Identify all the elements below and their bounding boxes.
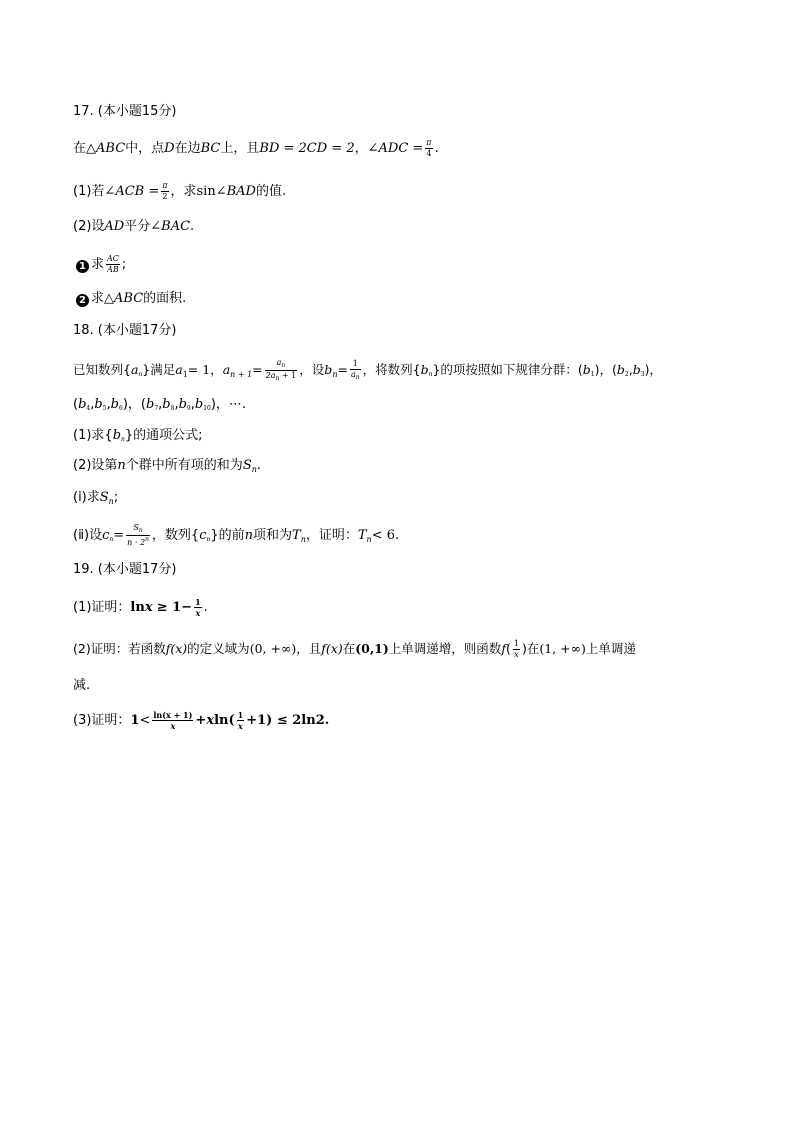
text-problems-p19-q3-gden: x bbox=[238, 721, 243, 731]
text-problems-p18-stem-fden_sub: n bbox=[275, 375, 280, 382]
text-problems-p19-q2-int1: (0,1) bbox=[355, 641, 389, 656]
text-problems-p18-stem2-t1: )，( bbox=[122, 397, 146, 412]
text-problems-p18-stem-b1_sub: 1 bbox=[590, 371, 595, 378]
text-problems-p19-q3-ln: ln( bbox=[214, 713, 235, 728]
text-problems-p18-stem-f2num: 1 bbox=[350, 360, 361, 370]
problem-19-header bbox=[73, 561, 177, 579]
text-problems-p18-stem2-s5: 5 bbox=[102, 405, 107, 412]
text-problems-p17-q2-t1: 平分 bbox=[124, 219, 151, 234]
text-problems-p18-stem2-s4: 4 bbox=[86, 405, 91, 412]
text-problems-p18-q2ii-n: n bbox=[244, 528, 253, 543]
circled-number-1: 1 bbox=[76, 260, 89, 273]
text-problems-p18-q1-b: b bbox=[112, 428, 122, 443]
text-problems-p18-stem-t2: }满足 bbox=[142, 362, 176, 377]
text-problems-p17-q2b-end: . bbox=[182, 291, 187, 306]
text-problems-p19-q3-fden: x bbox=[170, 721, 176, 731]
problem-17-part-1 bbox=[73, 182, 286, 201]
text-problems-p17-stem-t2: 中，点 bbox=[125, 141, 165, 156]
problem-18-part-2-ii bbox=[73, 524, 399, 549]
text-problems-p17-q2b-t1: 求 bbox=[91, 291, 105, 306]
text-problems-p18-stem2-s7: 7 bbox=[154, 405, 159, 412]
text-problems-p18-q2ii-t5sub: n bbox=[366, 535, 372, 544]
text-problems-p19-q2-t2: ，且 bbox=[296, 641, 322, 656]
text-problems-p18-q2ii-t4: ，证明： bbox=[305, 528, 358, 543]
text-problems-p17-q2-label: (2)设 bbox=[73, 219, 105, 234]
text-problems-p18-q2ii-t: T bbox=[292, 528, 301, 543]
text-problems-p19-q3-x: x bbox=[206, 713, 215, 728]
problem-19-part-1 bbox=[73, 598, 208, 617]
text-problems-p18-q2ii-c2: c bbox=[199, 528, 207, 543]
text-problems-p19-q1-x: x bbox=[144, 600, 153, 615]
fraction-ln-x-plus-1-over-x bbox=[152, 711, 193, 730]
text-problems-p19-q2-x2: (x) bbox=[325, 641, 343, 656]
problem-17-part-2-sub-2 bbox=[76, 290, 186, 308]
text-problems-p17-header: 17. (本小题15分) bbox=[73, 104, 177, 119]
text-problems-p18-stem-a1: a bbox=[175, 362, 183, 377]
text-problems-p18-q2i-label: (ⅰ)求 bbox=[73, 490, 100, 505]
text-problems-p18-stem2-b8: b bbox=[162, 397, 171, 412]
text-problems-p18-q2ii-fnum_sub: n bbox=[138, 527, 143, 534]
text-problems-p18-stem2-b9: b bbox=[178, 397, 187, 412]
text-problems-p19-q3-fnum: ln(x + 1) bbox=[153, 710, 193, 720]
text-problems-p17-stem-bc: BC bbox=[200, 141, 221, 156]
text-problems-p19-q2-f: f bbox=[165, 641, 171, 656]
problem-17-stem bbox=[73, 139, 439, 158]
text-problems-p17-stem-eq: BD = 2CD = 2 bbox=[259, 141, 355, 156]
text-problems-p18-q2-s: S bbox=[242, 458, 252, 473]
text-problems-p19-q3-tail: +1) ≤ 2ln2. bbox=[246, 713, 330, 728]
text-problems-p18-stem-one_sub: 1 bbox=[182, 370, 188, 379]
text-problems-p17-stem-d: D bbox=[164, 141, 175, 156]
text-problems-p18-stem-b2_sub: 2 bbox=[624, 371, 629, 378]
text-problems-p17-q1-end: . bbox=[282, 184, 287, 199]
fraction-recurrence bbox=[265, 359, 298, 382]
fraction-numerator bbox=[126, 524, 150, 536]
text-problems-p17-stem-t3: 在边 bbox=[174, 141, 201, 156]
text-problems-p17-stem-tri: △ bbox=[86, 141, 97, 156]
text-problems-p18-stem2-o: ( bbox=[73, 397, 79, 412]
text-problems-p18-stem-fden_tail: + 1 bbox=[279, 371, 297, 380]
text-problems-p18-q2ii-eq: = bbox=[113, 528, 125, 543]
text-problems-p19-q3-one: 1 bbox=[130, 713, 140, 728]
problem-18-stem bbox=[73, 359, 662, 384]
text-problems-p18-stem2-b7: b bbox=[145, 397, 155, 412]
problem-18-part-1 bbox=[73, 427, 203, 449]
text-problems-p18-stem-t4: ，将数列{ bbox=[362, 362, 421, 377]
text-problems-p18-stem-an1: a bbox=[222, 362, 231, 377]
text-problems-p18-q2ii-csub: n bbox=[109, 536, 114, 543]
text-problems-p17-q2b-abc: ABC bbox=[114, 291, 144, 306]
text-problems-p18-stem2-c: , bbox=[90, 397, 95, 412]
text-problems-p17-q1-fden: 2 bbox=[162, 192, 168, 201]
text-problems-p18-q2ii-fden_sup: n bbox=[145, 536, 149, 543]
text-problems-p17-stem-end: . bbox=[434, 141, 439, 156]
text-problems-p17-q1-t1: ，求 bbox=[170, 184, 197, 199]
text-problems-p18-stem-f2den_a: a bbox=[350, 370, 356, 379]
text-problems-p19-q2-int2: (1, +∞) bbox=[539, 641, 586, 656]
text-problems-p18-q2ii-label: (ⅱ)设 bbox=[73, 528, 103, 543]
text-problems-p18-stem2-s6: 6 bbox=[119, 405, 123, 412]
text-problems-p18-stem-t3: ，设 bbox=[299, 362, 325, 377]
text-problems-p17-stem-fnum: π bbox=[426, 138, 432, 147]
text-problems-p17-q1-bad: ∠BAD bbox=[215, 184, 256, 199]
text-problems-p18-stem-b_sub: n bbox=[428, 371, 433, 378]
text-problems-p17-q1-fnum: π bbox=[162, 181, 168, 190]
text-problems-p18-stem-fden_a: 2a bbox=[265, 371, 276, 380]
text-problems-p17-stem-abc: ABC bbox=[96, 141, 126, 156]
problem-19-part-2: (2)证明：若函数f(x)的定义域为(0, +∞)，且f(x)在(0,1)上单调递增，则函数f( $\frac{1}{x}$ )在(1, +∞)上单调递 bbox=[73, 639, 636, 659]
text-problems-p19-q2-f3: f bbox=[501, 641, 506, 656]
problem-17-part-2 bbox=[73, 218, 194, 236]
text-problems-p18-stem2-b4: b bbox=[78, 397, 87, 412]
text-problems-p18-stem2-b10: b bbox=[194, 397, 204, 412]
text-problems-p17-stem-t1: 在 bbox=[73, 141, 87, 156]
text-problems-p19-q1-ge: ≥ 1− bbox=[156, 600, 193, 615]
fraction-denominator bbox=[126, 536, 150, 547]
text-problems-p18-stem-fnum_sub: n bbox=[281, 362, 286, 369]
text-problems-p18-stem-fnum_a: a bbox=[276, 358, 282, 367]
text-problems-p19-q1-fnum: 1 bbox=[195, 597, 201, 607]
text-problems-p18-stem2-t2: )，⋯. bbox=[210, 397, 247, 412]
problem-18-part-2-i bbox=[73, 489, 118, 511]
text-problems-p18-stem-b1: b bbox=[582, 362, 591, 377]
text-problems-p17-q2a-fnum: AC bbox=[107, 254, 119, 263]
text-problems-p18-stem-b3: b bbox=[632, 362, 641, 377]
text-problems-p17-stem-t4: 上，且 bbox=[220, 141, 260, 156]
text-problems-p18-q1-label: (1)求{ bbox=[73, 428, 113, 443]
text-problems-p18-stem2-c: , bbox=[106, 397, 111, 412]
text-problems-p18-q2ii-c: c bbox=[102, 528, 110, 543]
text-problems-p19-q2-dom: (0, +∞) bbox=[249, 641, 297, 656]
problem-19-part-2-continued bbox=[73, 677, 90, 695]
text-problems-p18-q2-label: (2)设第 bbox=[73, 458, 118, 473]
text-problems-p19-q1-fden: x bbox=[195, 608, 201, 618]
text-problems-p17-q1-sin: sin bbox=[196, 184, 216, 199]
text-problems-p18-q2ii-c2sub: n bbox=[206, 536, 211, 543]
text-problems-p17-q1-t2: 的值 bbox=[255, 184, 282, 199]
text-problems-p18-q1-t1: }的通项公式; bbox=[124, 428, 203, 443]
circled-number-2: 2 bbox=[76, 294, 89, 307]
problem-18-header bbox=[73, 322, 177, 340]
text-problems-p18-stem2-b5: b bbox=[94, 397, 103, 412]
text-problems-p18-stem2-c: , bbox=[174, 397, 179, 412]
text-problems-p18-q2ii-end: . bbox=[394, 528, 400, 543]
text-problems-p18-stem2-s9: 9 bbox=[186, 405, 191, 412]
text-problems-p18-q1-sub: n bbox=[121, 436, 125, 443]
text-problems-p17-q1-label: (1)若 bbox=[73, 184, 105, 199]
fraction-sn-over-n-2n bbox=[126, 524, 150, 547]
text-problems-p17-q2a-t1: 求 bbox=[91, 257, 105, 272]
text-problems-p18-stem2-c: , bbox=[190, 397, 195, 412]
text-problems-p18-stem-c1: , bbox=[628, 362, 633, 377]
fraction-one-over-x bbox=[194, 598, 202, 617]
fraction-one-over-x-arg bbox=[513, 640, 520, 659]
text-problems-p19-q2-fnum: 1 bbox=[513, 639, 519, 648]
text-problems-p18-q2i-s: S bbox=[99, 490, 109, 505]
text-problems-p19-q3-gnum: 1 bbox=[237, 710, 244, 720]
text-problems-p18-stem2-c: , bbox=[158, 397, 163, 412]
text-problems-p18-q2-end: . bbox=[256, 458, 262, 473]
text-problems-p18-stem-bn: b bbox=[324, 362, 333, 377]
text-problems-p19-q2-t1: 的定义域为 bbox=[187, 641, 250, 656]
text-problems-p17-q2a-fden: AB bbox=[107, 265, 119, 274]
text-problems-p18-stem-n1_sub: n + 1 bbox=[230, 370, 253, 379]
text-problems-p18-stem-bn_sub: n bbox=[332, 370, 338, 379]
text-problems-p18-stem-b: b bbox=[420, 362, 429, 377]
problem-17-header bbox=[73, 103, 177, 121]
text-problems-p17-q2-end: . bbox=[190, 219, 195, 234]
text-problems-p19-q2-f2: f bbox=[321, 641, 326, 656]
text-problems-p18-q2ii-tsub: n bbox=[300, 535, 306, 544]
text-problems-p18-stem-t1: 已知数列{ bbox=[73, 362, 131, 377]
text-problems-p18-q2-n: n bbox=[117, 458, 126, 473]
text-problems-p19-header: 19. (本小题17分) bbox=[73, 562, 177, 577]
text-problems-p19-q2-t3: 在 bbox=[342, 641, 356, 656]
text-problems-p18-header: 18. (本小题17分) bbox=[73, 323, 177, 338]
text-problems-p19-q2cont-end: . bbox=[86, 678, 91, 693]
text-problems-p19-q2-x1: (x) bbox=[170, 641, 188, 656]
text-problems-p18-stem-a: a bbox=[130, 362, 139, 377]
text-problems-p18-stem-eq1: = 1， bbox=[187, 362, 223, 377]
text-problems-p19-q2-t4: 上单调递增，则函数 bbox=[388, 641, 502, 656]
text-problems-p18-q2-t1: 个群中所有项的和为 bbox=[125, 458, 243, 473]
text-problems-p18-stem-t5: }的项按照如下规律分群：( bbox=[432, 362, 583, 377]
fraction-one-over-x-in-ln bbox=[237, 711, 245, 730]
text-problems-p19-q3-label: (3)证明： bbox=[73, 713, 131, 728]
text-problems-p18-q2ii-t5: T bbox=[357, 528, 367, 543]
fraction-pi-over-4 bbox=[425, 139, 432, 158]
text-problems-p19-q1-end: . bbox=[203, 600, 208, 615]
problem-18-stem-continued bbox=[73, 396, 246, 418]
text-problems-p18-q2ii-ineq: < 6 bbox=[371, 528, 395, 543]
text-problems-p18-stem-t6: )，( bbox=[594, 362, 617, 377]
text-problems-p18-stem-eq2: = bbox=[252, 362, 263, 377]
text-problems-p18-stem2-s8: 8 bbox=[170, 405, 175, 412]
text-problems-p19-q1-label: (1)证明： bbox=[73, 600, 131, 615]
text-problems-p17-q2b-tri: △ bbox=[104, 291, 115, 306]
problem-18-part-2 bbox=[73, 457, 261, 479]
text-problems-p18-stem-f2den_sub: n bbox=[355, 374, 360, 381]
fraction-numerator bbox=[265, 359, 298, 371]
text-problems-p18-q2ii-t1: ，数列{ bbox=[151, 528, 200, 543]
fraction-denominator bbox=[265, 371, 298, 382]
text-problems-p18-q2ii-t2: }的前 bbox=[210, 528, 245, 543]
text-problems-p18-stem-t7: )， bbox=[644, 362, 662, 377]
text-problems-p17-q2-ad: AD bbox=[104, 219, 125, 234]
text-problems-p19-q2-fden: x bbox=[514, 650, 519, 659]
text-problems-p17-stem-fden: 4 bbox=[426, 149, 432, 158]
text-problems-p17-stem-t5: ， bbox=[354, 141, 368, 156]
text-problems-p18-q2ii-fden: n · 2 bbox=[127, 538, 146, 547]
text-problems-p17-q2-bac: ∠BAC bbox=[150, 219, 191, 234]
fraction-ac-over-ab bbox=[106, 255, 120, 274]
fraction-one-over-an bbox=[350, 360, 361, 381]
text-problems-p18-stem-b2: b bbox=[616, 362, 625, 377]
text-problems-p18-q2i-end: ; bbox=[113, 490, 119, 505]
text-problems-p19-q3-plus: + bbox=[195, 713, 207, 728]
text-problems-p17-q2a-end: ; bbox=[121, 257, 127, 272]
text-problems-p18-stem-eq3: = bbox=[337, 362, 348, 377]
text-problems-p18-stem-an_sub: n bbox=[138, 371, 143, 378]
text-problems-p17-q1-angle: ∠ACB = bbox=[104, 184, 160, 199]
text-problems-p19-q3-lt: < bbox=[139, 713, 151, 728]
text-problems-p19-q2cont-t1: 减 bbox=[73, 678, 87, 693]
problem-17-part-2-sub-1 bbox=[76, 255, 126, 274]
text-problems-p17-q2b-t2: 的面积 bbox=[143, 291, 183, 306]
text-problems-p18-q2ii-t3: 项和为 bbox=[253, 528, 293, 543]
text-problems-p18-stem2-s10: 10 bbox=[203, 405, 211, 412]
text-problems-p18-q2-sub: n bbox=[251, 465, 257, 474]
text-problems-p18-q2i-sub: n bbox=[108, 497, 114, 506]
text-problems-p18-stem2-b6: b bbox=[110, 397, 119, 412]
text-problems-p17-stem-angle: ∠ADC = bbox=[367, 141, 424, 156]
text-problems-p19-q2-label: (2)证明：若函数 bbox=[73, 641, 166, 656]
fraction-pi-over-2 bbox=[161, 182, 168, 201]
text-problems-p19-q2-t6: 上单调递 bbox=[585, 641, 636, 656]
problem-19-part-3 bbox=[73, 711, 329, 730]
text-problems-p19-q2-t5: 在 bbox=[526, 641, 540, 656]
text-problems-p18-stem-b3_sub: 3 bbox=[640, 371, 645, 378]
text-problems-p18-q2ii-fnum: S bbox=[133, 523, 139, 532]
fraction-denominator bbox=[350, 370, 361, 381]
text-problems-p19-q1-expr: ln bbox=[130, 600, 145, 615]
